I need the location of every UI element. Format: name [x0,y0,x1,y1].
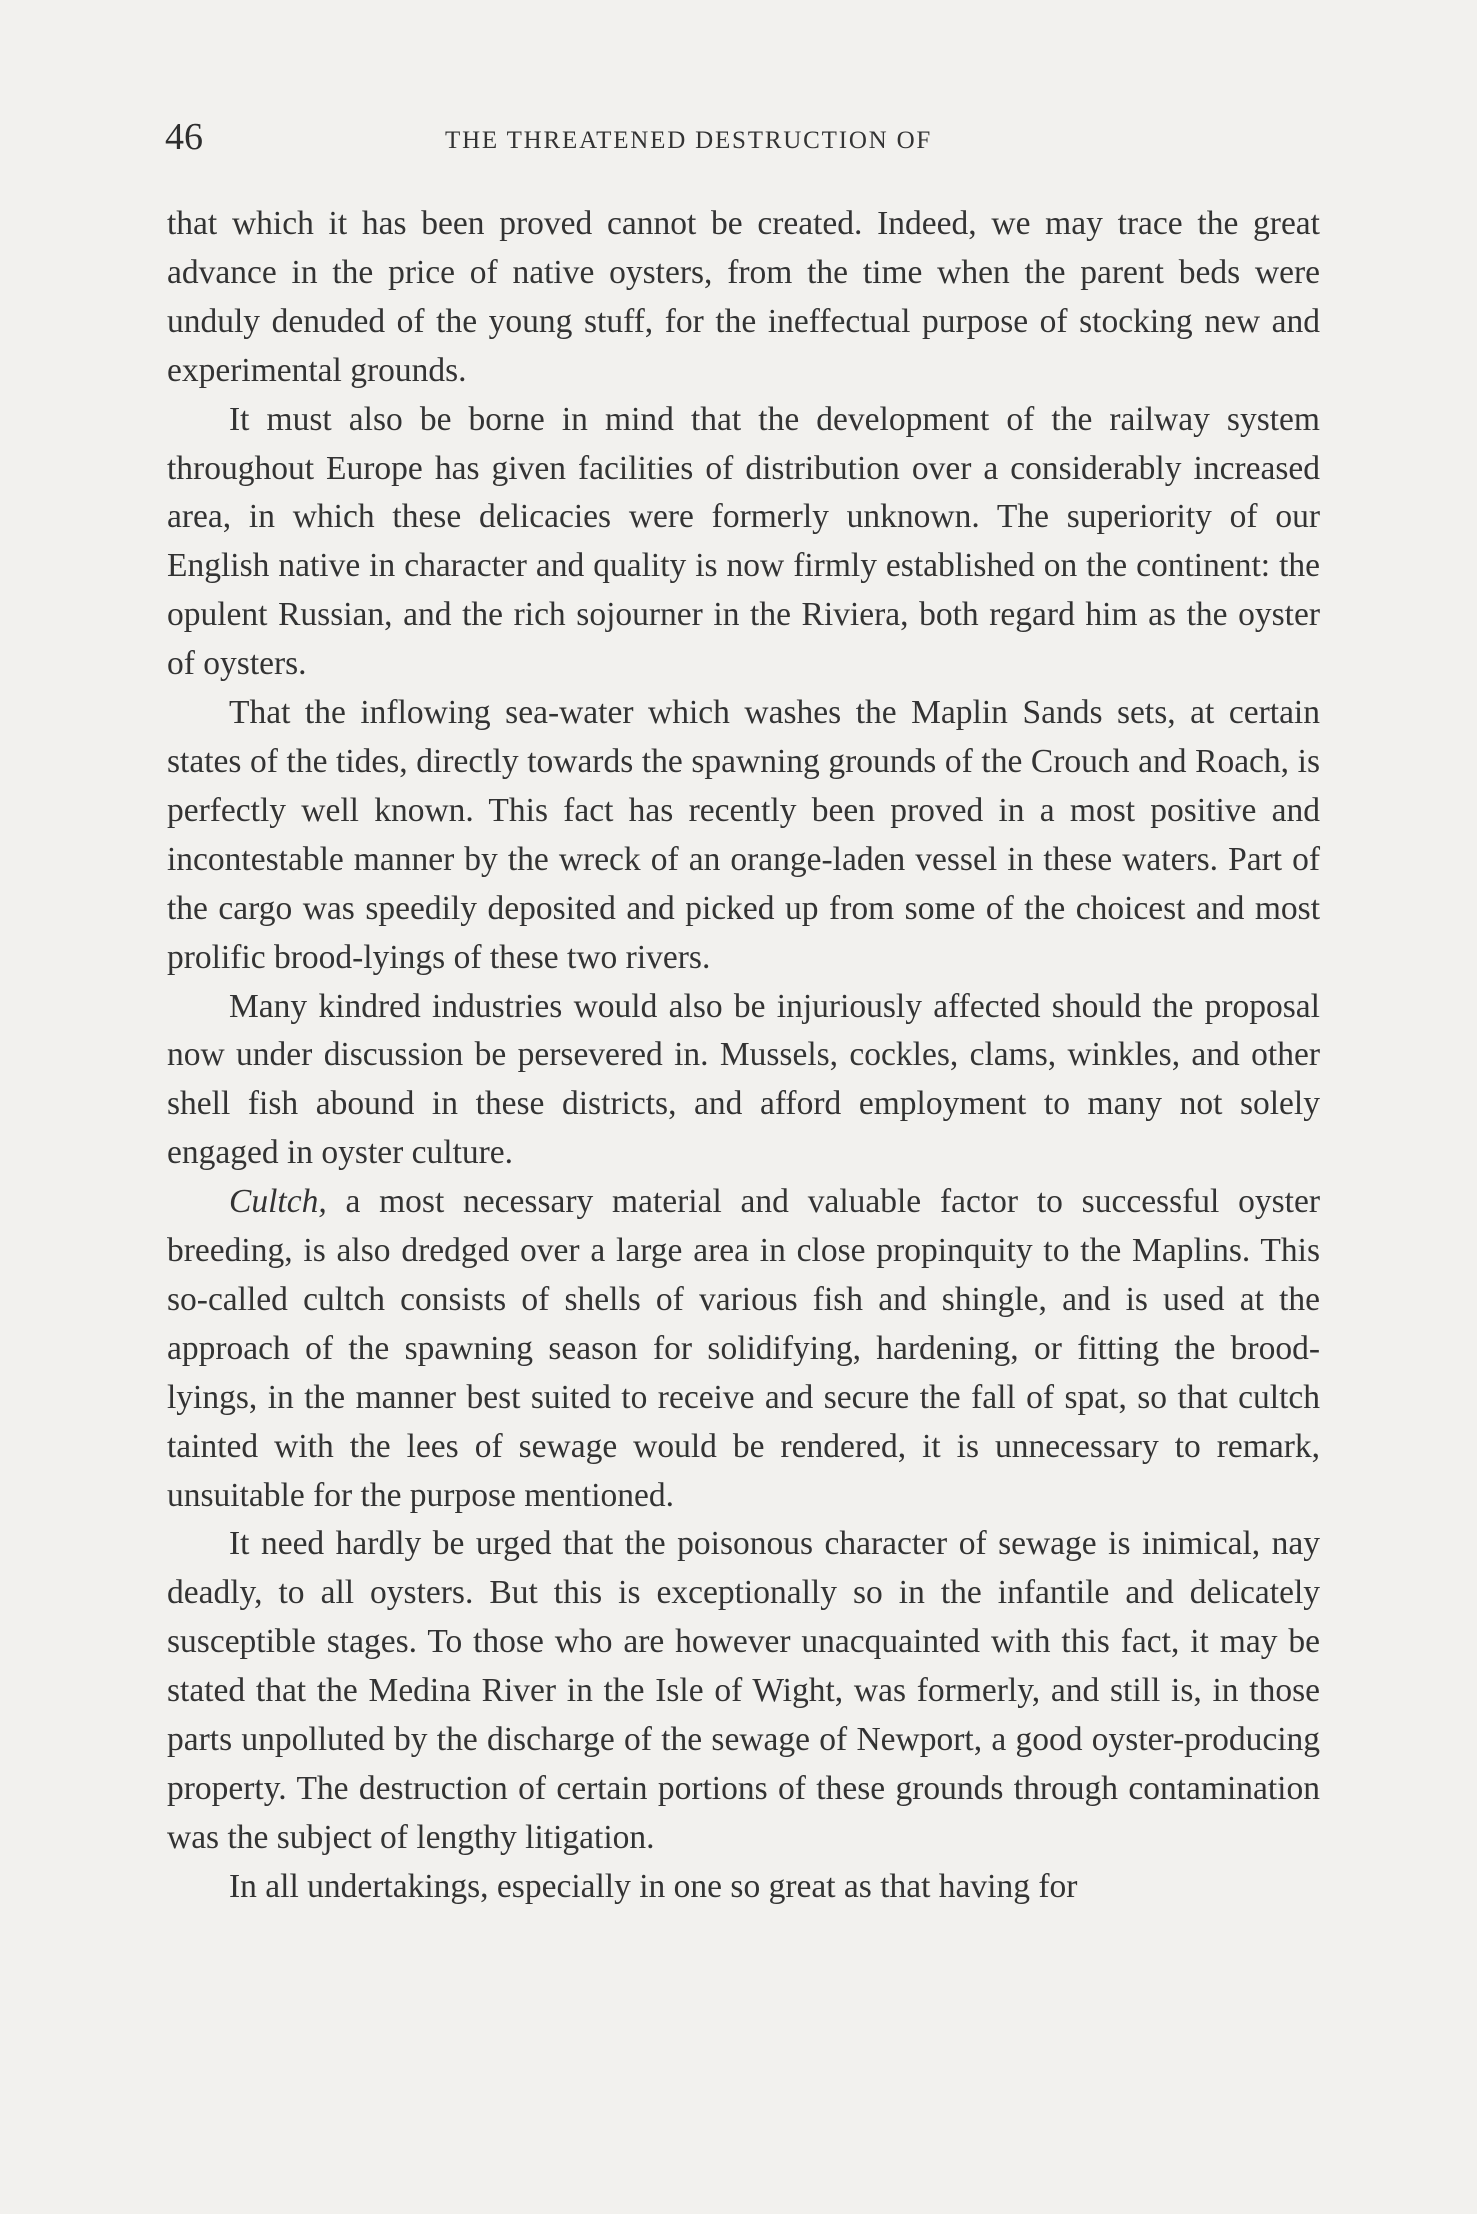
page-header [165,118,1320,168]
paragraph-undertakings: In all undertakings, especially in one so great as that having for [229,1867,1078,1905]
body-text [167,200,1320,1912]
page-number: 46 [165,116,203,158]
paragraph-continued: that which it has been proved cannot be created. Indeed, we may trace the great advance in the price of native oysters, from the time when the parent beds were unduly denuded of the young stuff, for the ineffectual purpose of stocking new and experimental grounds. [167,205,1320,389]
cultch-text: a most necessary material and valuable factor to successful oyster breeding, is also dredged over a large area in close propinquity to the Maplins. This so-called cultch consists of shells of various fish and shingle, and is used at the approach of the spawning season for solidifying, hardening, or fitting the brood-lyings, in the manner best suited to receive and secure the fall of spat, so that cultch tainted with the lees of sewage would be rendered, it is unnecessary to remark, unsuitable for the purpose mentioned. [167,1183,1320,1514]
paragraph-maplin-sands: That the inflowing sea-water which washes the Maplin Sands sets, at certain states of the tides, directly towards the spawning grounds of the Crouch and Roach, is perfectly well known. This fact has recently been proved in a most positive and incontestable manner by the wreck of an orange-laden vessel in these waters. Part of the cargo was speedily deposited and picked up from some of the choicest and most prolific brood-lyings of these two rivers. [167,694,1320,976]
paragraph-kindred-industries: Many kindred industries would also be injuriously affected should the proposal now under discussion be persevered in. Mussels, cockles, clams, winkles, and other shell fish abound in these districts, and afford employment to many not solely engaged in oyster culture. [167,987,1320,1172]
running-title: THE THREATENED DESTRUCTION OF [445,127,933,154]
paragraph-sewage: It need hardly be urged that the poisonous character of sewage is inimical, nay deadly, to all oysters. But this is exceptionally so in the infantile and delicately susceptible stages. To those who are however unacquainted with this fact, it may be stated that the Medina River in the Isle of Wight, was formerly, and still is, in those parts unpolluted by the discharge of the sewage of Newport, a good oyster-producing property. The destruction of certain portions of these grounds through contamination was the subject of lengthy litigation. [167,1525,1320,1856]
paragraph-cultch [167,1178,1320,1520]
cultch-italic-term: Cultch, [229,1183,327,1221]
paragraph-railway: It must also be borne in mind that the development of the railway system throughout Europe has given facilities of distribution over a considerably increased area, in which these delicacies were formerly unknown. The superiority of our English native in character and quality is now firmly established on the continent: the opulent Russian, and the rich sojourner in the Riviera, both regard him as the oyster of oysters. [167,400,1320,683]
